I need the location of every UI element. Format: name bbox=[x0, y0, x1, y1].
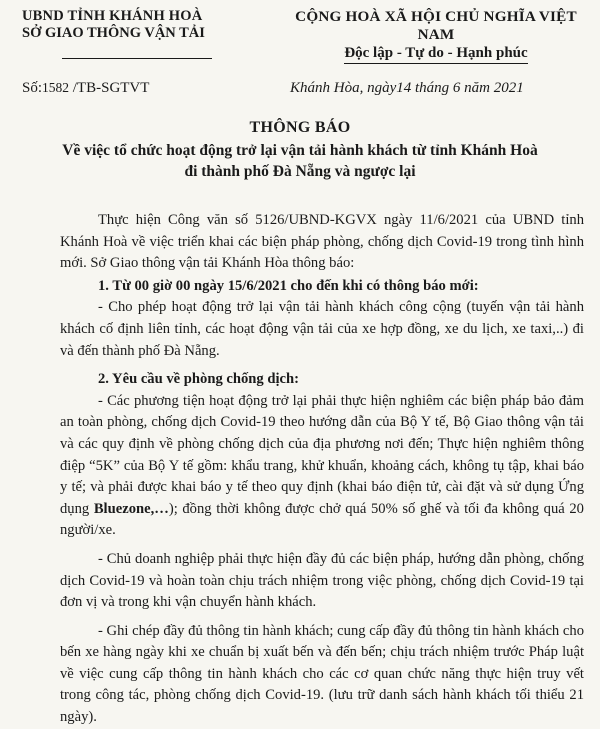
section-1-item-1: - Cho phép hoạt động trở lại vận tải hành khách công cộng (tuyến vận tải hành khách cố định liên tỉnh, các hoạt động vận tải của xe hợp đồng, xe du lịch, xe taxi,..) đi và đến thành phố Đà Nẵng. bbox=[60, 299, 584, 359]
bluezone-app-name: Bluezone,… bbox=[93, 500, 169, 517]
nation-line-1: CỘNG HOÀ XÃ HỘI CHỦ NGHĨA VIỆT NAM bbox=[295, 8, 577, 43]
document-title: THÔNG BÁO bbox=[249, 119, 351, 136]
nation-motto: Độc lập - Tự do - Hạnh phúc bbox=[344, 45, 527, 64]
section-2-item-1 bbox=[60, 391, 584, 542]
national-header bbox=[278, 8, 594, 64]
document-subtitle-1: Về việc tổ chức hoạt động trở lại vận tải hành khách từ tỉnh Khánh Hoà bbox=[62, 142, 538, 159]
document-body bbox=[60, 210, 584, 729]
doc-number-prefix: Số: bbox=[22, 80, 43, 96]
section-2-heading: 2. Yêu cầu về phòng chống dịch: bbox=[98, 371, 299, 388]
doc-number-suffix: /TB-SGTVT bbox=[69, 80, 150, 96]
issuing-agency bbox=[22, 8, 272, 42]
document-subtitle-2: đi thành phố Đà Nẵng và ngược lại bbox=[184, 163, 416, 180]
section-1-heading: 1. Từ 00 giờ 00 ngày 15/6/2021 cho đến khi có thông báo mới: bbox=[98, 277, 479, 294]
intro-paragraph: Thực hiện Công văn số 5126/UBND-KGVX ngày 11/6/2021 của UBND tỉnh Khánh Hoà về việc triển khai các biện pháp phòng, chống dịch Covid-19 trong tình hình mới. Sở Giao thông vận tải Khánh Hòa thông báo: bbox=[60, 212, 584, 272]
doc-number-value: 1582 bbox=[42, 80, 70, 95]
agency-underline bbox=[62, 58, 212, 59]
agency-line-1: UBND TỈNH KHÁNH HOÀ bbox=[22, 8, 203, 24]
place-date: Khánh Hòa, ngày14 tháng 6 năm 2021 bbox=[290, 80, 524, 96]
section-2-item-2: - Chủ doanh nghiệp phải thực hiện đầy đủ các biện pháp, hướng dẫn phòng, chống dịch Covid-19 và hoàn toàn chịu trách nhiệm trong việc phòng, chống dịch Covid-19 tại đơn vị và trong khi vận chuyển hành khách. bbox=[60, 550, 584, 611]
section-2-item-1-text-b: ); đồng thời không được chở quá 50% số ghế và tối đa không quá 20 người/xe. bbox=[60, 500, 584, 539]
section-2-item-1-text-a: - Các phương tiện hoạt động trở lại phải thực hiện nghiêm các biện pháp bảo đảm an toàn phòng, chống dịch Covid-19 theo hướng dẫn của Bộ Y tế, Bộ Giao thông vận tải và các quy định về phòng chống dịch của địa phương nơi đến; Thực hiện nghiêm thông điệp “5K” của Bộ Y tế gồm: khẩu trang, khử khuẩn, khoảng cách, không tụ tập, khai báo y tế; và phải được khai báo y tế theo quy định (khai báo điện tử, cài đặt và sử dụng Ứng dụng bbox=[60, 392, 584, 517]
document-number bbox=[22, 80, 149, 97]
section-2-item-3: - Ghi chép đầy đủ thông tin hành khách; cung cấp đầy đủ thông tin hành khách cho bến xe hàng ngày khi xe chuẩn bị xuất bến và đến bến; chịu trách nhiệm trước Pháp luật về việc cung cấp thông tin hành khách cho các cơ quan chức năng thực hiện truy vết trong công tác, phòng chống dịch Covid-19. (lưu trữ danh sách hành khách tối thiểu 21 ngày). bbox=[60, 622, 584, 726]
agency-line-2: SỞ GIAO THÔNG VẬN TẢI bbox=[22, 25, 205, 41]
